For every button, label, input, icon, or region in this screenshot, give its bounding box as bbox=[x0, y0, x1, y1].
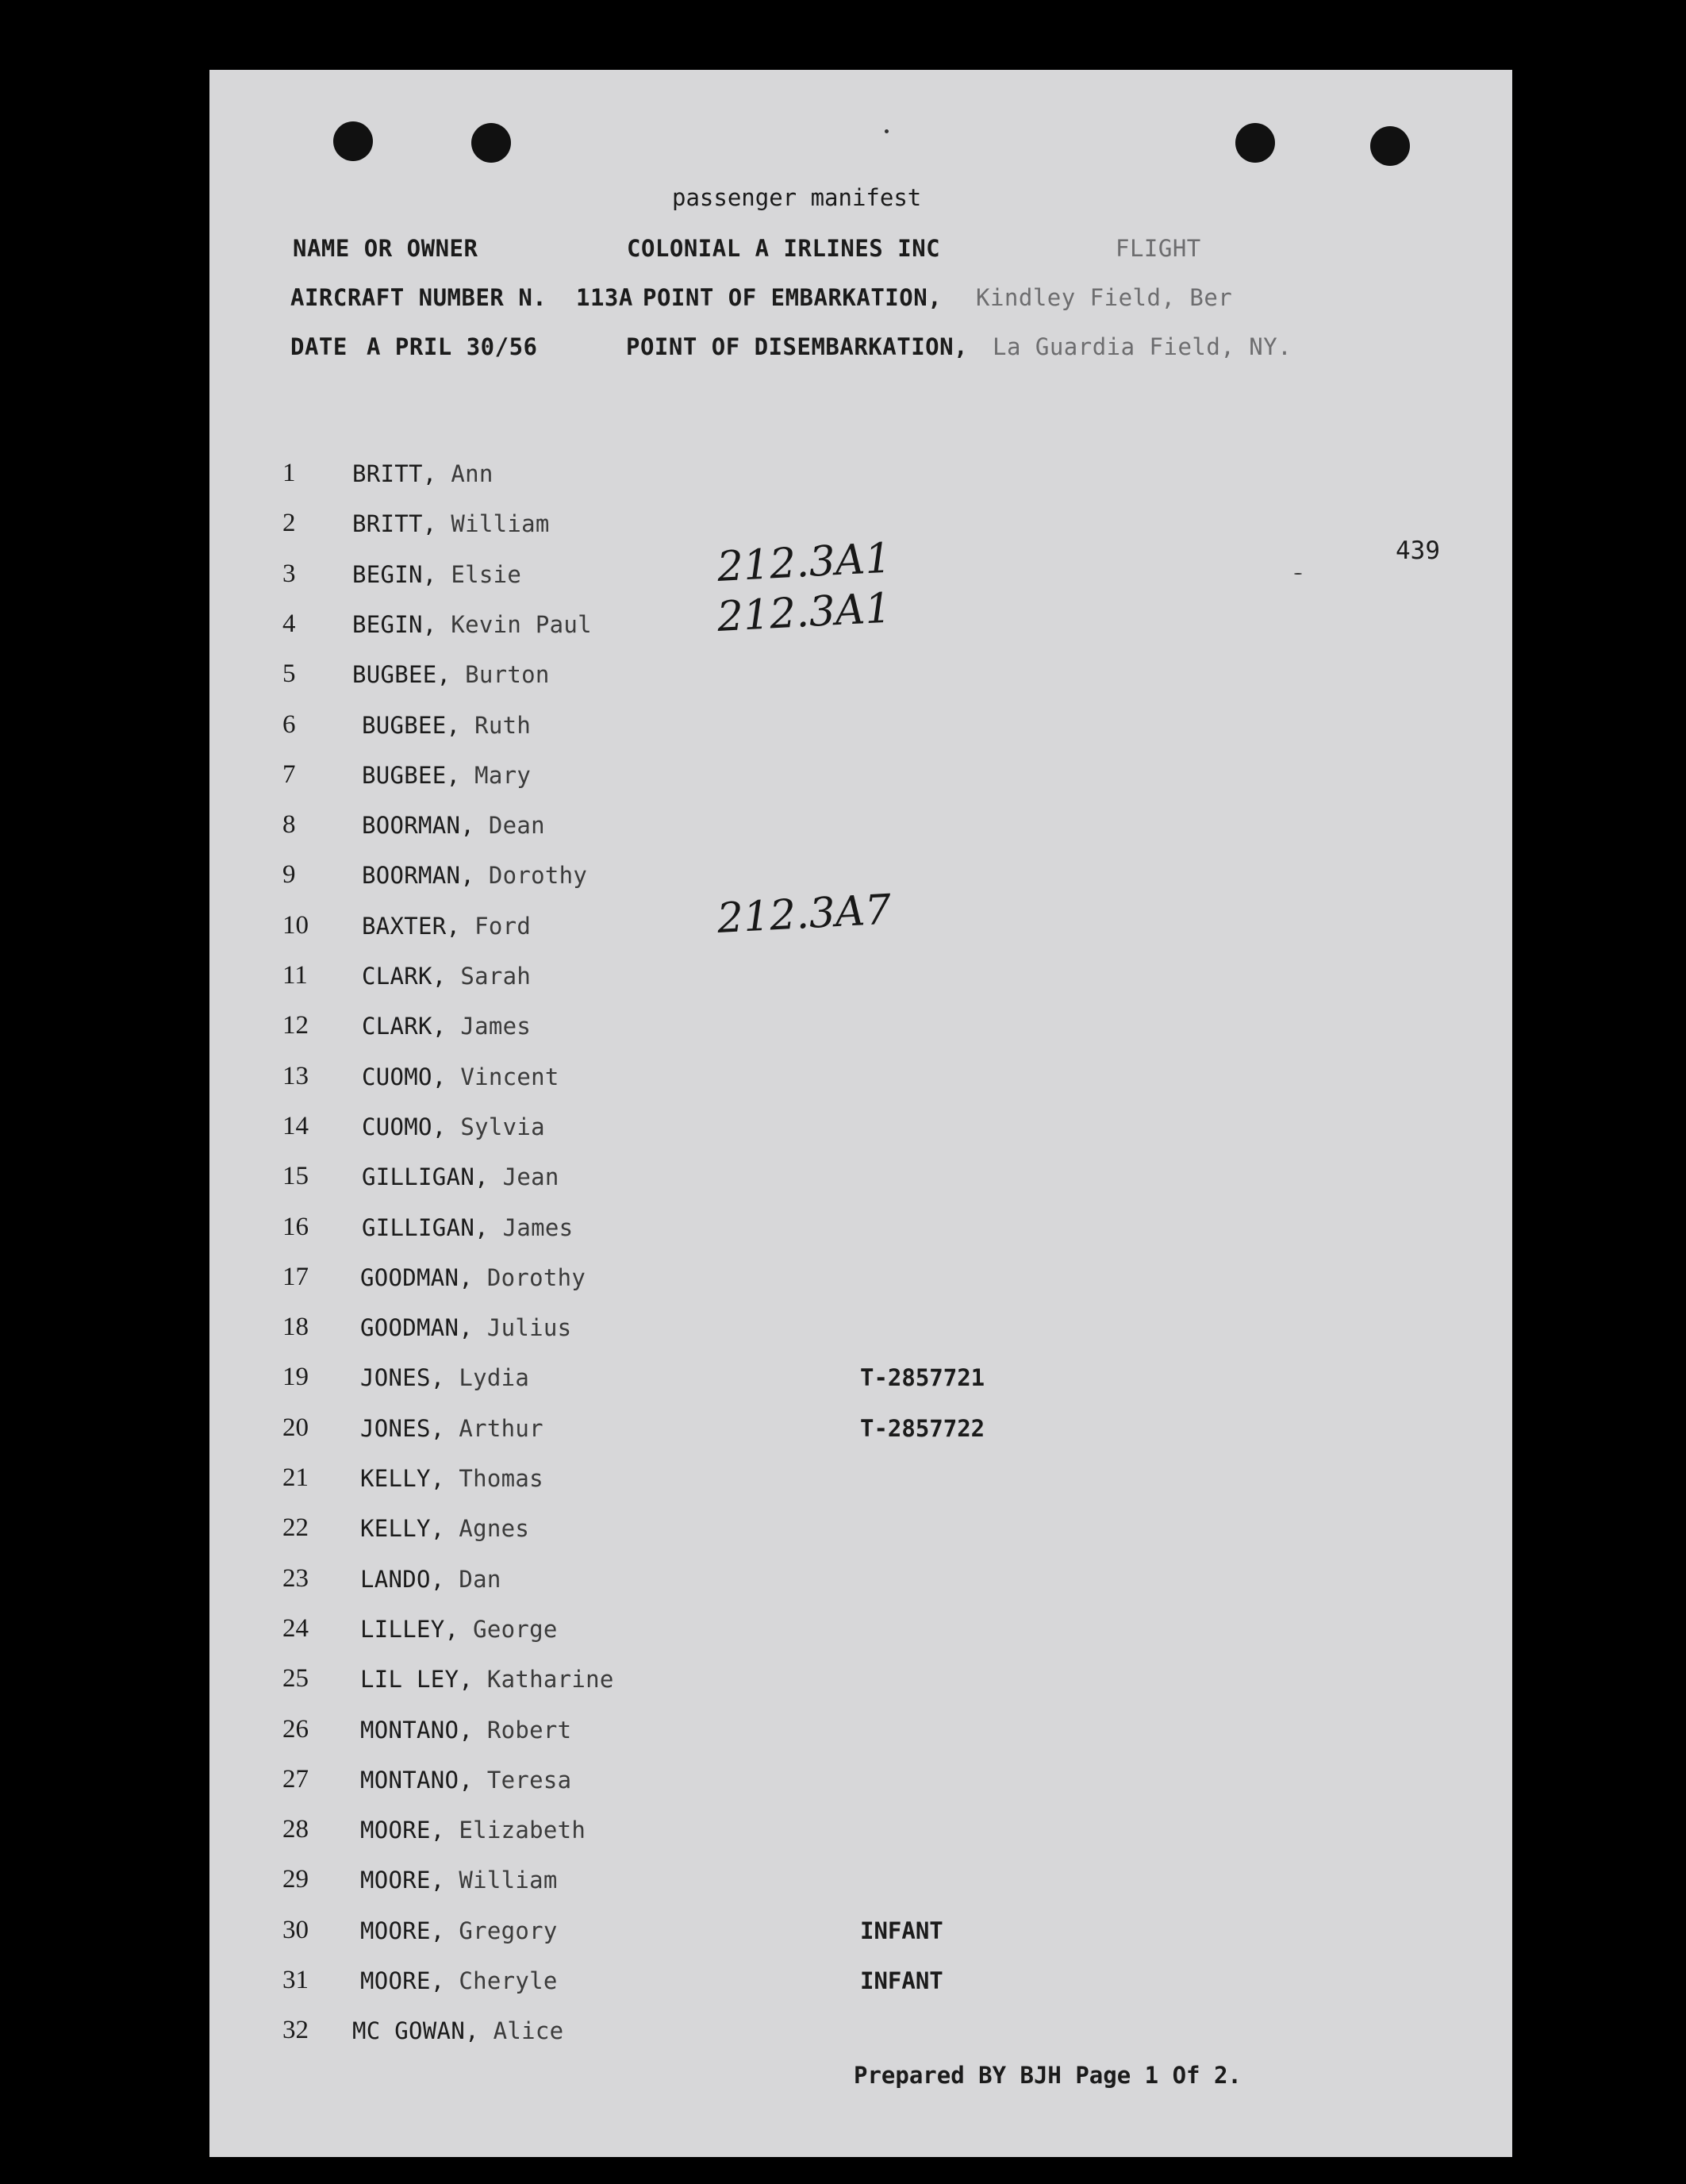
passenger-row bbox=[209, 963, 1512, 1010]
passenger-row bbox=[209, 2017, 1512, 2065]
passenger-row bbox=[209, 1214, 1512, 1262]
passenger-given-name: William bbox=[451, 510, 550, 538]
passenger-name bbox=[352, 661, 550, 688]
passenger-number: 2 bbox=[282, 509, 296, 538]
passenger-row bbox=[209, 1013, 1512, 1060]
passenger-name bbox=[352, 611, 592, 638]
passenger-row bbox=[209, 1314, 1512, 1362]
passenger-number: 21 bbox=[282, 1463, 309, 1492]
passenger-row bbox=[209, 584, 1512, 659]
owner-value: COLONIAL A IRLINES INC bbox=[627, 235, 941, 262]
passenger-surname: BAXTER, bbox=[362, 912, 461, 940]
passenger-surname: GOODMAN, bbox=[360, 1314, 474, 1342]
passenger-number: 3 bbox=[282, 559, 296, 588]
passenger-name bbox=[362, 1063, 559, 1090]
aircraft-label: AIRCRAFT NUMBER N. bbox=[290, 284, 547, 311]
speck bbox=[885, 129, 889, 133]
passenger-row bbox=[209, 1817, 1512, 1864]
passenger-row bbox=[209, 460, 1512, 508]
passenger-given-name: Ann bbox=[451, 460, 494, 487]
passenger-number: 10 bbox=[282, 910, 309, 940]
passenger-surname: LILLEY, bbox=[360, 1615, 459, 1643]
passenger-name bbox=[352, 510, 550, 537]
passenger-number: 32 bbox=[282, 2016, 309, 2045]
passenger-surname: BEGIN, bbox=[352, 610, 437, 638]
manifest-page bbox=[209, 70, 1512, 2157]
aircraft-value: 113A bbox=[576, 284, 633, 311]
disembarkation-label: POINT OF DISEMBARKATION, bbox=[626, 333, 969, 360]
passenger-given-name: Ruth bbox=[474, 711, 532, 739]
passenger-surname: BUGBEE, bbox=[362, 761, 461, 789]
passenger-note: INFANT bbox=[860, 1917, 943, 1944]
passenger-surname: JONES, bbox=[360, 1414, 445, 1442]
passenger-row bbox=[209, 1563, 1512, 1613]
passenger-given-name: James bbox=[502, 1213, 574, 1241]
punch-hole bbox=[333, 121, 373, 161]
passenger-name bbox=[360, 1767, 571, 1794]
passenger-number: 9 bbox=[282, 860, 296, 890]
passenger-row bbox=[209, 1917, 1512, 1965]
passenger-given-name: James bbox=[460, 1013, 532, 1040]
passenger-row bbox=[209, 1967, 1512, 2015]
passenger-surname: KELLY, bbox=[360, 1515, 445, 1543]
footer-note: Prepared BY BJH Page 1 Of 2. bbox=[854, 2062, 1242, 2089]
passenger-number: 30 bbox=[282, 1915, 309, 1944]
passenger-name bbox=[362, 812, 545, 839]
passenger-number: 26 bbox=[282, 1714, 309, 1744]
passenger-name bbox=[362, 762, 531, 789]
passenger-surname: LIL LEY, bbox=[360, 1666, 474, 1694]
passenger-note: T-2857721 bbox=[860, 1364, 985, 1392]
passenger-name bbox=[352, 460, 494, 487]
passenger-surname: BUGBEE, bbox=[362, 711, 461, 739]
passenger-name bbox=[360, 1616, 558, 1643]
punch-hole bbox=[471, 123, 511, 163]
passenger-surname: LANDO, bbox=[360, 1565, 445, 1593]
handwritten-annotation: 212.3A1 bbox=[716, 584, 893, 641]
passenger-given-name: Sylvia bbox=[460, 1113, 545, 1140]
passenger-surname: MOORE, bbox=[360, 1867, 445, 1894]
passenger-name bbox=[352, 561, 521, 588]
disembarkation-value: La Guardia Field, NY. bbox=[993, 333, 1292, 360]
passenger-given-name: Thomas bbox=[459, 1465, 543, 1492]
passenger-given-name: Lydia bbox=[459, 1364, 530, 1392]
passenger-surname: BRITT, bbox=[352, 510, 437, 538]
passenger-name bbox=[362, 1214, 573, 1241]
passenger-number: 13 bbox=[282, 1061, 309, 1090]
passenger-name bbox=[360, 1967, 558, 1994]
passenger-given-name: Elsie bbox=[451, 560, 522, 588]
passenger-name bbox=[360, 1264, 586, 1291]
passenger-row bbox=[209, 1415, 1512, 1463]
passenger-surname: KELLY, bbox=[360, 1465, 445, 1492]
passenger-name bbox=[362, 712, 531, 739]
passenger-given-name: Kevin Paul bbox=[451, 610, 592, 638]
passenger-name bbox=[362, 862, 587, 889]
passenger-number: 16 bbox=[282, 1212, 309, 1241]
manifest-title: passenger manifest bbox=[672, 184, 922, 211]
passenger-number: 1 bbox=[282, 459, 296, 487]
passenger-name bbox=[360, 1515, 529, 1542]
passenger-surname: GILLIGAN, bbox=[362, 1163, 489, 1191]
passenger-given-name: Agnes bbox=[459, 1515, 530, 1543]
passenger-note: INFANT bbox=[860, 1967, 943, 1994]
flight-label: FLIGHT bbox=[1116, 235, 1201, 262]
passenger-given-name: George bbox=[473, 1615, 558, 1643]
passenger-given-name: Ford bbox=[474, 912, 532, 940]
passenger-surname: CUOMO, bbox=[362, 1063, 447, 1090]
passenger-number: 11 bbox=[282, 961, 308, 990]
passenger-given-name: Robert bbox=[486, 1716, 572, 1744]
embarkation-value: Kindley Field, Ber bbox=[976, 284, 1233, 311]
owner-label: NAME OR OWNER bbox=[293, 235, 478, 262]
passenger-number: 5 bbox=[282, 659, 296, 689]
passenger-row bbox=[209, 1063, 1512, 1111]
passenger-name bbox=[362, 1113, 545, 1140]
passenger-name bbox=[360, 1917, 558, 1944]
passenger-number: 12 bbox=[282, 1011, 309, 1040]
passenger-name bbox=[360, 1314, 571, 1341]
passenger-row bbox=[209, 709, 1512, 759]
passenger-name bbox=[362, 913, 531, 940]
passenger-given-name: Vincent bbox=[460, 1063, 559, 1090]
passenger-number: 15 bbox=[282, 1162, 309, 1191]
passenger-given-name: Arthur bbox=[459, 1414, 543, 1442]
passenger-given-name: Katharine bbox=[486, 1666, 614, 1694]
passenger-number: 20 bbox=[282, 1413, 309, 1442]
passenger-name bbox=[362, 1163, 559, 1190]
passenger-name bbox=[360, 1364, 529, 1391]
date-value: A PRIL 30/56 bbox=[367, 333, 538, 360]
passenger-name bbox=[360, 1817, 586, 1844]
passenger-surname: MOORE, bbox=[360, 1967, 445, 1994]
passenger-note: T-2857722 bbox=[860, 1414, 985, 1442]
passenger-surname: BOORMAN, bbox=[362, 862, 475, 890]
passenger-given-name: Alice bbox=[493, 2017, 564, 2045]
passenger-name bbox=[360, 1566, 501, 1593]
passenger-surname: BOORMAN, bbox=[362, 812, 475, 840]
passenger-given-name: Mary bbox=[474, 761, 532, 789]
passenger-row bbox=[209, 759, 1512, 809]
passenger-name bbox=[362, 1013, 531, 1040]
passenger-surname: BRITT, bbox=[352, 460, 437, 487]
passenger-given-name: Dorothy bbox=[488, 862, 588, 890]
passenger-number: 29 bbox=[282, 1865, 309, 1894]
passenger-surname: CUOMO, bbox=[362, 1113, 447, 1140]
passenger-row bbox=[209, 1465, 1512, 1513]
passenger-row bbox=[209, 1764, 1512, 1814]
passenger-row bbox=[209, 1364, 1512, 1412]
passenger-number: 19 bbox=[282, 1363, 309, 1392]
passenger-given-name: Sarah bbox=[460, 963, 532, 990]
passenger-given-name: Burton bbox=[465, 661, 550, 689]
passenger-surname: GILLIGAN, bbox=[362, 1213, 489, 1241]
passenger-given-name: Elizabeth bbox=[459, 1817, 586, 1844]
passenger-given-name: Dan bbox=[459, 1565, 501, 1593]
passenger-given-name: Jean bbox=[502, 1163, 559, 1191]
passenger-name bbox=[352, 2017, 563, 2044]
passenger-given-name: Dean bbox=[488, 812, 545, 840]
passenger-surname: MOORE, bbox=[360, 1917, 445, 1944]
passenger-given-name: Teresa bbox=[486, 1766, 572, 1794]
passenger-given-name: Cheryle bbox=[459, 1967, 558, 1994]
passenger-number: 17 bbox=[282, 1262, 309, 1291]
date-label: DATE bbox=[290, 333, 348, 360]
passenger-number: 27 bbox=[282, 1764, 309, 1794]
handwritten-annotation: 212.3A1 bbox=[716, 534, 893, 591]
passenger-number: 24 bbox=[282, 1613, 309, 1643]
passenger-row bbox=[209, 812, 1512, 859]
passenger-row bbox=[209, 1867, 1512, 1914]
passenger-name bbox=[360, 1415, 543, 1442]
punch-hole bbox=[1235, 123, 1275, 163]
passenger-surname: BEGIN, bbox=[352, 560, 437, 588]
passenger-given-name: Dorothy bbox=[486, 1263, 586, 1291]
passenger-number: 6 bbox=[282, 709, 296, 739]
passenger-name bbox=[360, 1465, 543, 1492]
passenger-row bbox=[209, 886, 1512, 960]
passenger-row bbox=[209, 1163, 1512, 1211]
passenger-surname: MC GOWAN, bbox=[352, 2017, 479, 2045]
passenger-given-name: William bbox=[459, 1867, 558, 1894]
passenger-number: 18 bbox=[282, 1313, 309, 1342]
passenger-row bbox=[209, 1714, 1512, 1764]
passenger-surname: MOORE, bbox=[360, 1817, 445, 1844]
passenger-number: 23 bbox=[282, 1563, 309, 1593]
handwritten-annotation: 212.3A7 bbox=[716, 886, 893, 943]
passenger-surname: MONTANO, bbox=[360, 1766, 474, 1794]
passenger-surname: CLARK, bbox=[362, 1013, 447, 1040]
passenger-number: 22 bbox=[282, 1513, 309, 1543]
passenger-row bbox=[209, 1264, 1512, 1312]
passenger-surname: GOODMAN, bbox=[360, 1263, 474, 1291]
passenger-name bbox=[360, 1666, 614, 1693]
passenger-row bbox=[209, 1613, 1512, 1663]
passenger-row bbox=[209, 1113, 1512, 1161]
punch-hole bbox=[1370, 126, 1410, 166]
passenger-name bbox=[360, 1867, 558, 1894]
passenger-name bbox=[362, 963, 531, 990]
passenger-number: 4 bbox=[282, 609, 296, 638]
passenger-number: 7 bbox=[282, 759, 296, 789]
passenger-number: 31 bbox=[282, 1966, 309, 1994]
passenger-name bbox=[360, 1717, 571, 1744]
passenger-number: 8 bbox=[282, 810, 296, 840]
passenger-number: 28 bbox=[282, 1815, 309, 1844]
passenger-given-name: Gregory bbox=[459, 1917, 558, 1944]
passenger-surname: MONTANO, bbox=[360, 1716, 474, 1744]
passenger-surname: CLARK, bbox=[362, 963, 447, 990]
passenger-given-name: Julius bbox=[486, 1314, 572, 1342]
passenger-surname: JONES, bbox=[360, 1364, 445, 1392]
passenger-row bbox=[209, 1666, 1512, 1713]
passenger-number: 25 bbox=[282, 1664, 309, 1694]
passenger-row bbox=[209, 661, 1512, 709]
passenger-number: 14 bbox=[282, 1111, 309, 1140]
sheet-number: 439 bbox=[1396, 536, 1440, 565]
passenger-surname: BUGBEE, bbox=[352, 661, 451, 689]
embarkation-label: POINT OF EMBARKATION, bbox=[643, 284, 943, 311]
passenger-row bbox=[209, 1515, 1512, 1563]
